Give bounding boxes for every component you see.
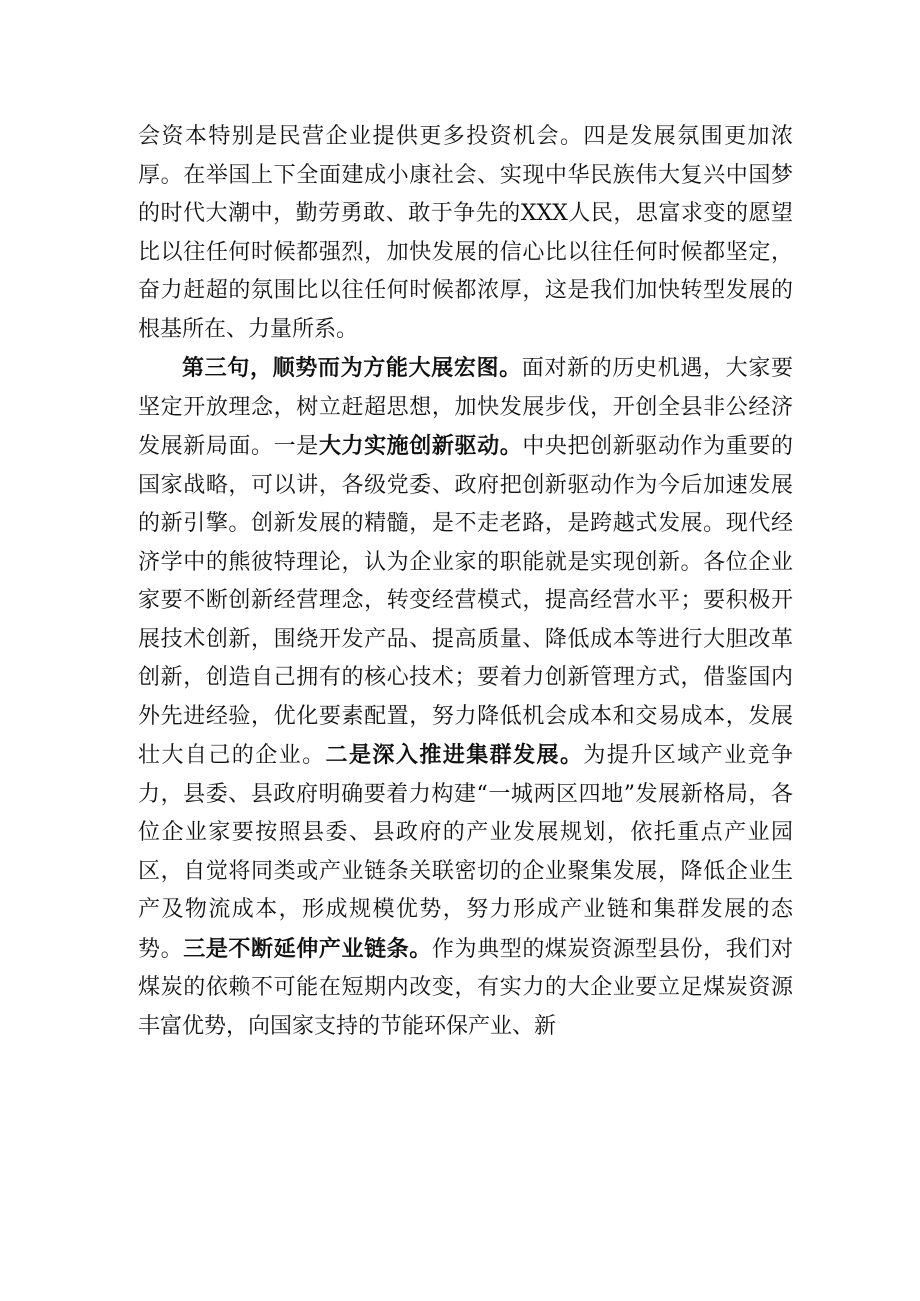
point-heading-cluster: 二是深入推进集群发展。 [325,742,584,768]
point-heading-industry-chain: 三是不断延伸产业链条。 [183,935,432,962]
paragraph-2-text-4: 作为典型的煤炭资源型县份，我们对煤炭的依赖不可能在短期内改变，有实力的大企业要立足煤炭资源丰富优势，向国家支持的节能环保产业、新 [138,936,793,1039]
paragraph-2 [138,349,793,1046]
paragraph-1-text: 会资本特别是民营企业提供更多投资机会。四是发展氛围更加浓厚。在举国上下全面建成小康社会、实现中华民族伟大复兴中国梦的时代大潮中，勤劳勇敢、敢于争先的XXX人民，思富求变的愿望比以往任何时候都强烈，加快发展的信心比以往任何时候都坚定，奋力赶超的氛围比以往任何时候都浓厚，这是我们加快转型发展的根基所在、力量所系。 [138,124,793,342]
point-heading-innovation: 大力实施创新驱动。 [318,433,523,459]
paragraph-1 [138,118,793,349]
paragraph-2-text-2: 中央把创新驱动作为重要的国家战略，可以讲，各级党委、政府把创新驱动作为今后加速发展的新引擎。创新发展的精髓，是不走老路，是跨越式发展。现代经济学中的熊彼特理论，认为企业家的职能就是实现创新。各位企业家要不断创新经营理念，转变经营模式，提高经营水平；要积极开展技术创新，围绕开发产品、提高质量、降低成本等进行大胆改革创新，创造自己拥有的核心技术；要着力创新管理方式，借鉴国内外先进经验，优化要素配置，努力降低机会成本和交易成本，发展壮大自己的企业。 [138,434,793,768]
paragraph-2-text-3: 为提升区域产业竞争力，县委、县政府明确要着力构建“一城两区四地”发展新格局，各位企业家要按照县委、县政府的产业发展规划，依托重点产业园区，自觉将同类或产业链条关联密切的企业聚集发展，降低企业生产及物流成本，形成规模优势，努力形成产业链和集群发展的态势。 [138,743,793,962]
paragraph-2-text-1: 面对新的历史机遇，大家要坚定开放理念，树立赶超思想，加快发展步伐，开创全县非公经济发展新局面。一是 [138,356,793,459]
section-heading-third: 第三句，顺势而为方能大展宏图。 [182,355,522,381]
document-body [138,118,793,1046]
